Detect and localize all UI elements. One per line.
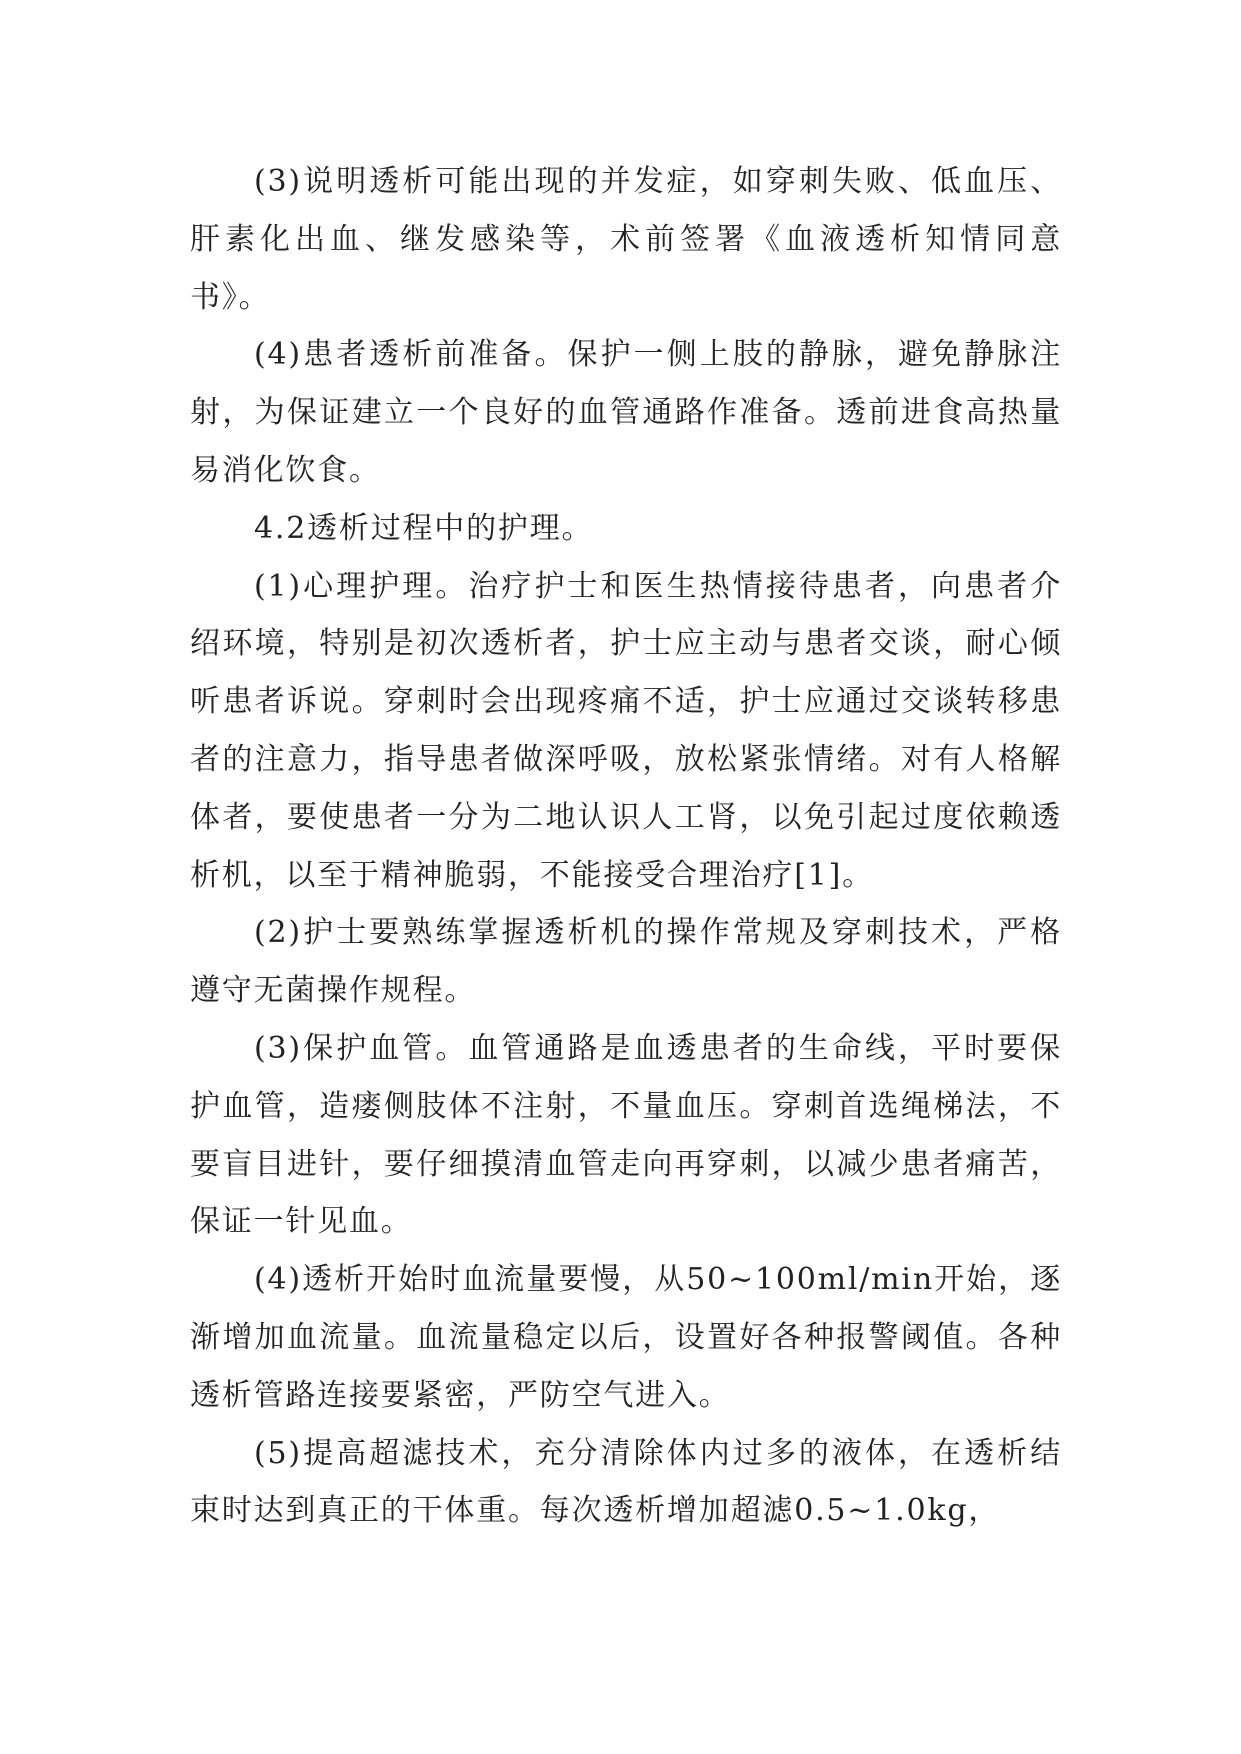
section-heading-dialysis-nursing: 4.2透析过程中的护理。 [254, 510, 594, 546]
paragraph-ultrafiltration: (5)提高超滤技术，充分清除体内过多的液体，在透析结束时达到真正的干体重。每次透析增加超滤0.5~1.0kg， [190, 1435, 1062, 1529]
paragraph-aseptic-operation: (2)护士要熟练掌握透析机的操作常规及穿刺技术，严格遵守无菌操作规程。 [190, 915, 1062, 1009]
paragraph-precaution-complications: (3)说明透析可能出现的并发症，如穿刺失败、低血压、肝素化出血、继发感染等，术前签署《血液透析知情同意书》。 [190, 164, 1062, 315]
paragraph-blood-flow: (4)透析开始时血流量要慢，从50~100ml/min开始，逐渐增加血流量。血流量稳定以后，设置好各种报警阈值。各种透析管路连接要紧密，严防空气进入。 [190, 1262, 1062, 1413]
paragraph-vessel-protection: (3)保护血管。血管通路是血透患者的生命线，平时要保护血管，造瘘侧肢体不注射，不量血压。穿刺首选绳梯法，不要盲目进针，要仔细摸清血管走向再穿刺，以减少患者痛苦，保证一针见血。 [190, 1030, 1062, 1240]
paragraph-patient-preparation: (4)患者透析前准备。保护一侧上肢的静脉，避免静脉注射，为保证建立一个良好的血管通路作准备。透前进食高热量易消化饮食。 [190, 337, 1062, 488]
document-page [190, 153, 1062, 1540]
paragraph-psychological-care: (1)心理护理。治疗护士和医生热情接待患者，向患者介绍环境，特别是初次透析者，护士应主动与患者交谈，耐心倾听患者诉说。穿刺时会出现疼痛不适，护士应通过交谈转移患者的注意力，指导患者做深呼吸，放松紧张情绪。对有人格解体者，要使患者一分为二地认识人工肾，以免引起过度依赖透析机，以至于精神脆弱，不能接受合理治疗[1]。 [190, 568, 1062, 893]
